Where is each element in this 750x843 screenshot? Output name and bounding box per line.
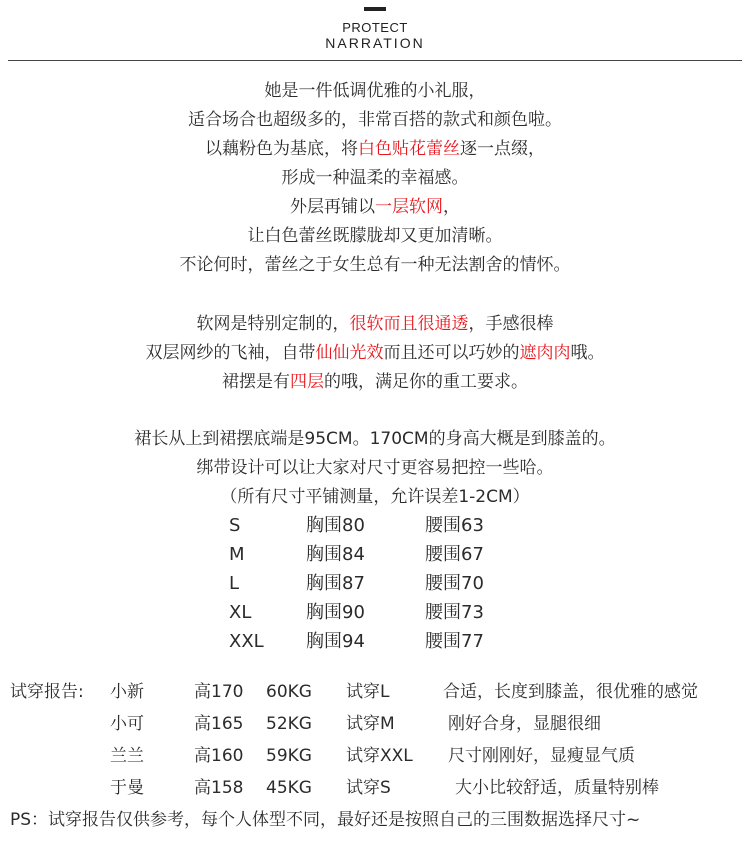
chest-measure: 胸围84 bbox=[306, 544, 365, 565]
tester-comment: 合适，长度到膝盖，很优雅的感觉 bbox=[443, 682, 698, 702]
tester-name: 于曼 bbox=[110, 778, 144, 798]
tester-comment: 刚好合身，显腿很细 bbox=[448, 714, 601, 734]
tester-size: 试穿M bbox=[346, 714, 395, 734]
text-segment: 的哦，满足你的重工要求。 bbox=[324, 372, 528, 392]
text-segment: 以藕粉色为基底，将 bbox=[205, 139, 358, 159]
tester-weight: 52KG bbox=[266, 714, 312, 734]
features-line bbox=[0, 370, 750, 394]
text-segment: 逐一点缀， bbox=[460, 139, 545, 159]
size-label: S bbox=[229, 515, 241, 536]
highlight-text: 四层 bbox=[290, 372, 324, 392]
ps-note: PS：试穿报告仅供参考，每个人体型不同，最好还是按照自己的三围数据选择尺寸~ bbox=[10, 810, 641, 830]
text-segment: 她是一件低调优雅的小礼服， bbox=[264, 81, 486, 101]
chest-measure: 胸围94 bbox=[306, 631, 365, 652]
size-label: M bbox=[229, 544, 245, 565]
description-line bbox=[0, 166, 750, 190]
tester-height: 高170 bbox=[194, 682, 244, 702]
features-line bbox=[0, 341, 750, 365]
text-segment: ， bbox=[443, 197, 460, 217]
section-header bbox=[0, 0, 750, 64]
chest-measure: 胸围80 bbox=[306, 515, 365, 536]
tester-name: 兰兰 bbox=[110, 746, 144, 766]
description-line bbox=[0, 79, 750, 103]
waist-measure: 腰围63 bbox=[425, 515, 484, 536]
tester-height: 高160 bbox=[194, 746, 244, 766]
size-label: L bbox=[229, 573, 240, 594]
highlight-text: 很软而且很通透 bbox=[349, 314, 469, 334]
waist-measure: 腰围73 bbox=[425, 602, 484, 623]
tester-weight: 60KG bbox=[266, 682, 312, 702]
header-title-line2: NARRATION bbox=[325, 35, 425, 51]
highlight-text: 一层软网 bbox=[375, 197, 443, 217]
chest-measure: 胸围90 bbox=[306, 602, 365, 623]
header-dash-mark bbox=[364, 7, 386, 11]
text-segment: 而且还可以巧妙的 bbox=[383, 343, 520, 363]
tester-height: 高165 bbox=[194, 714, 244, 734]
header-divider bbox=[8, 60, 742, 61]
tester-weight: 59KG bbox=[266, 746, 312, 766]
description-line bbox=[0, 253, 750, 277]
chest-measure: 胸围87 bbox=[306, 573, 365, 594]
text-segment: 不论何时，蕾丝之于女生总有一种无法割舍的情怀。 bbox=[179, 255, 571, 275]
waist-measure: 腰围67 bbox=[425, 544, 484, 565]
tester-comment: 尺寸刚刚好，显瘦显气质 bbox=[448, 746, 635, 766]
size-label: XXL bbox=[229, 631, 264, 652]
tester-comment: 大小比较舒适，质量特别棒 bbox=[455, 778, 659, 798]
tester-size: 试穿L bbox=[346, 682, 390, 702]
text-segment: 软网是特别定制的， bbox=[196, 314, 350, 334]
size-label: XL bbox=[229, 602, 252, 623]
highlight-text: 白色贴花蕾丝 bbox=[358, 139, 460, 159]
description-line bbox=[0, 195, 750, 219]
waist-measure: 腰围70 bbox=[425, 573, 484, 594]
measurement-line: 裙长从上到裙摆底端是95CM。170CM的身高大概是到膝盖的。 bbox=[134, 429, 616, 449]
text-segment: 外层再铺以 bbox=[290, 197, 375, 217]
description-line bbox=[0, 137, 750, 161]
tester-size: 试穿XXL bbox=[346, 746, 413, 766]
measurement-line: 绑带设计可以让大家对尺寸更容易把控一些哈。 bbox=[196, 458, 554, 478]
description-line bbox=[0, 108, 750, 132]
measurement-line: （所有尺寸平铺测量，允许误差1-2CM） bbox=[220, 487, 530, 507]
text-segment: 双层网纱的飞袖，自带 bbox=[145, 343, 316, 363]
description-line bbox=[0, 224, 750, 248]
text-segment: 哦。 bbox=[570, 343, 605, 363]
text-segment: 让白色蕾丝既朦胧却又更加清晰。 bbox=[247, 226, 503, 246]
trial-report-label: 试穿报告: bbox=[10, 682, 84, 702]
tester-name: 小可 bbox=[110, 714, 144, 734]
text-segment: 适合场合也超级多的，非常百搭的款式和颜色啦。 bbox=[188, 110, 562, 130]
highlight-text: 仙仙光效 bbox=[315, 343, 384, 363]
text-segment: ，手感很棒 bbox=[468, 314, 554, 334]
highlight-text: 遮肉肉 bbox=[519, 343, 571, 363]
features-line bbox=[0, 312, 750, 336]
tester-weight: 45KG bbox=[266, 778, 312, 798]
text-segment: 形成一种温柔的幸福感。 bbox=[281, 168, 469, 188]
tester-name: 小新 bbox=[110, 682, 144, 702]
waist-measure: 腰围77 bbox=[425, 631, 484, 652]
tester-height: 高158 bbox=[194, 778, 244, 798]
header-title-line1: PROTECT bbox=[342, 20, 408, 35]
text-segment: 裙摆是有 bbox=[222, 372, 290, 392]
tester-size: 试穿S bbox=[346, 778, 391, 798]
